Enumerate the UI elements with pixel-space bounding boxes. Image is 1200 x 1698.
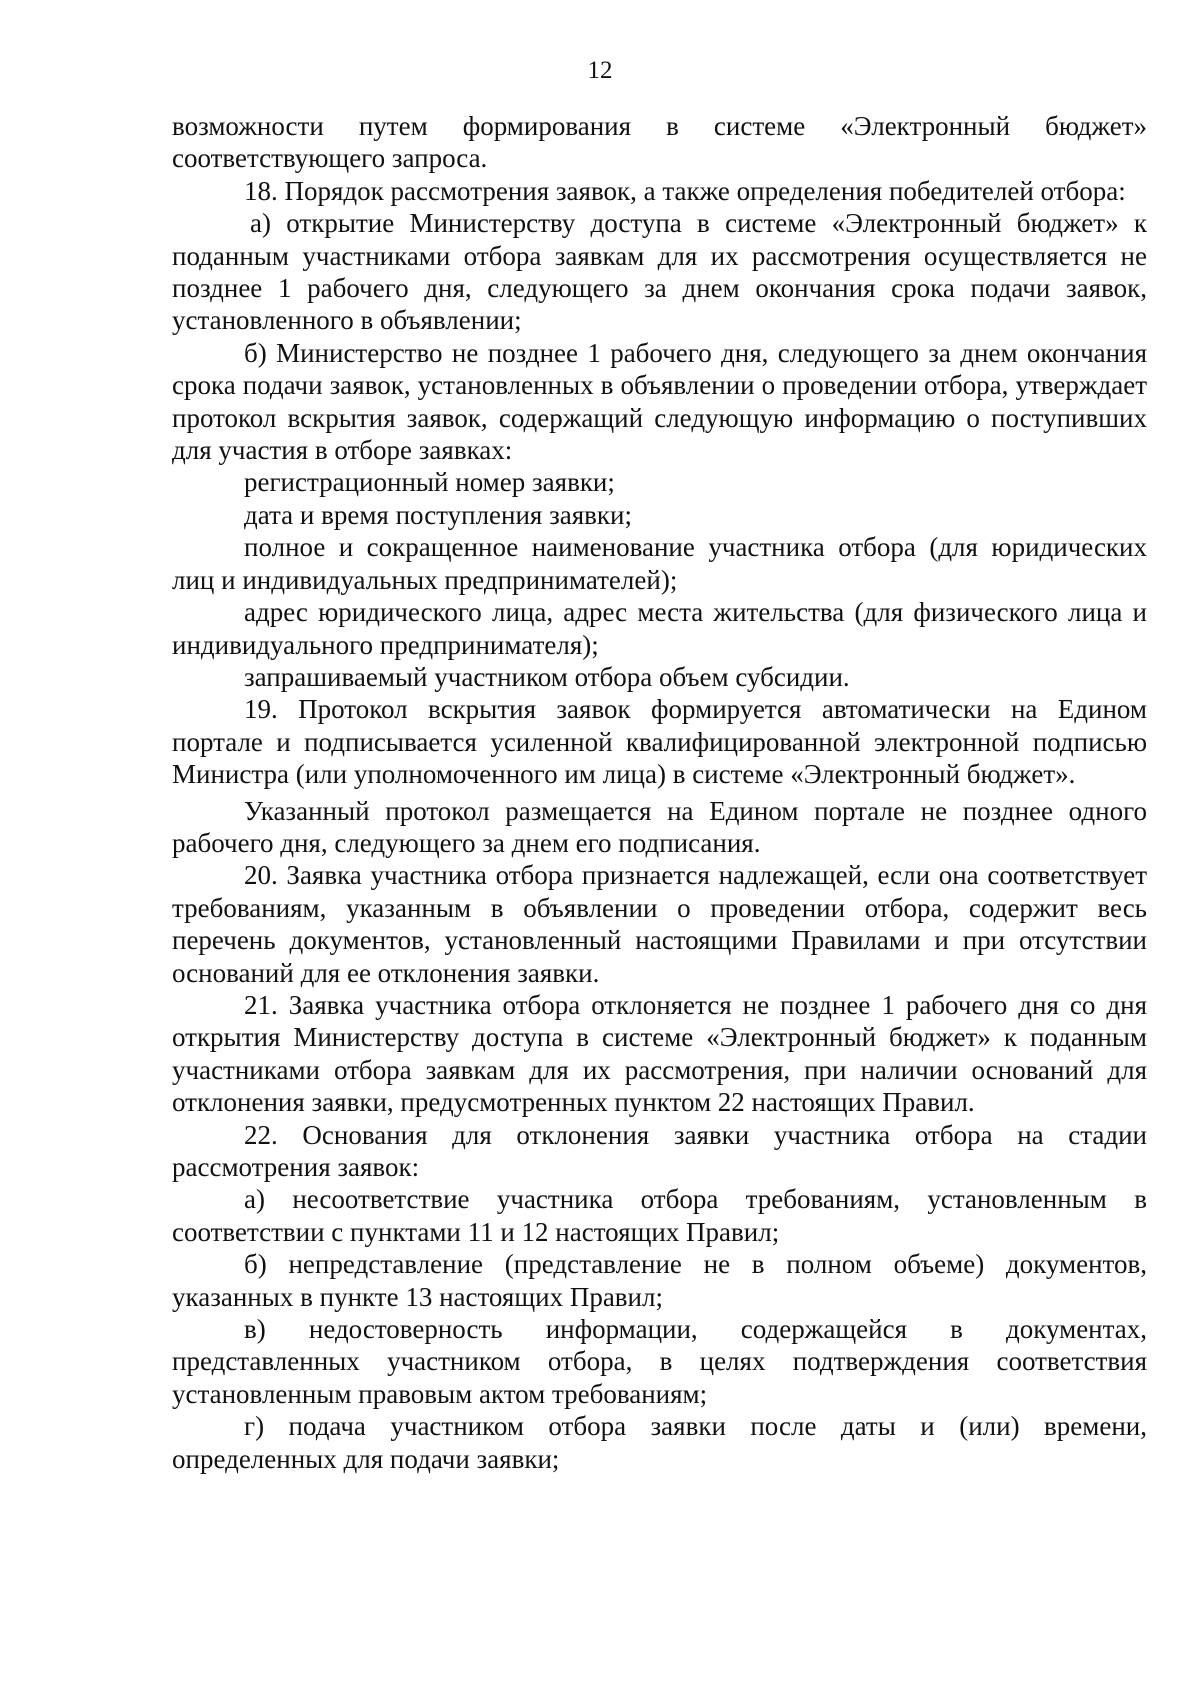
- paragraph-19: 19. Протокол вскрытия заявок формируется автоматически на Едином портале и подписывается усиленной квалифицированной электронной подписью Министра (или уполномоченного им лица) в системе «Электронный бюджет».: [172, 694, 1147, 790]
- paragraph-19-protocol: Указанный протокол размещается на Едином портале не позднее одного рабочего дня, следующего за днем его подписания.: [172, 795, 1147, 858]
- paragraph-18a: а) открытие Министерству доступа в системе «Электронный бюджет» к поданным участниками отбора заявкам для их рассмотрения осуществляется не позднее 1 рабочего дня, следующего за днем окончания срока подачи заявок, установленного в объявлении;: [172, 208, 1147, 336]
- list-item-registration-number: регистрационный номер заявки;: [244, 467, 615, 498]
- list-item-subsidy-amount: запрашиваемый участником отбора объем субсидии.: [244, 661, 850, 692]
- page-number: 12: [587, 57, 613, 84]
- paragraph-22a: а) несоответствие участника отбора требованиям, установленным в соответствии с пунктами 11 и 12 настоящих Правил;: [172, 1184, 1147, 1247]
- paragraph-22g: г) подача участником отбора заявки после даты и (или) времени, определенных для подачи заявки;: [172, 1411, 1147, 1474]
- paragraph-22v: в) недостоверность информации, содержащейся в документах, представленных участником отбора, в целях подтверждения соответствия установленным правовым актом требованиям;: [172, 1314, 1147, 1409]
- document-body: [172, 110, 1147, 1475]
- paragraph-continuation: возможности путем формирования в системе «Электронный бюджет» соответствующего запроса.: [172, 111, 1147, 174]
- paragraph-18: 18. Порядок рассмотрения заявок, а также определения победителей отбора:: [244, 175, 1126, 206]
- list-item-date-time: дата и время поступления заявки;: [244, 499, 632, 530]
- paragraph-21: 21. Заявка участника отбора отклоняется не позднее 1 рабочего дня со дня открытия Министерству доступа в системе «Электронный бюджет» к поданным участниками отбора заявкам для их рассмотрения, при наличии оснований для отклонения заявки, предусмотренных пунктом 22 настоящих Правил.: [172, 989, 1147, 1118]
- paragraph-22: 22. Основания для отклонения заявки участника отбора на стадии рассмотрения заявок:: [172, 1119, 1147, 1182]
- paragraph-22b: б) непредставление (представление не в полном объеме) документов, указанных в пункте 13 настоящих Правил;: [172, 1249, 1147, 1312]
- list-item-address: адрес юридического лица, адрес места жительства (для физического лица и индивидуального предпринимателя);: [172, 597, 1147, 660]
- paragraph-20: 20. Заявка участника отбора признается надлежащей, если она соответствует требованиям, указанным в объявлении о проведении отбора, содержит весь перечень документов, установленный настоящими Правилами и при отсутствии оснований для ее отклонения заявки.: [172, 860, 1147, 988]
- list-item-full-name: полное и сокращенное наименование участника отбора (для юридических лиц и индивидуальных предпринимателей);: [172, 532, 1147, 595]
- paragraph-18b: б) Министерство не позднее 1 рабочего дня, следующего за днем окончания срока подачи заявок, установленных в объявлении о проведении отбора, утверждает протокол вскрытия заявок, содержащий следующую информацию о поступивших для участия в отборе заявках:: [172, 337, 1147, 466]
